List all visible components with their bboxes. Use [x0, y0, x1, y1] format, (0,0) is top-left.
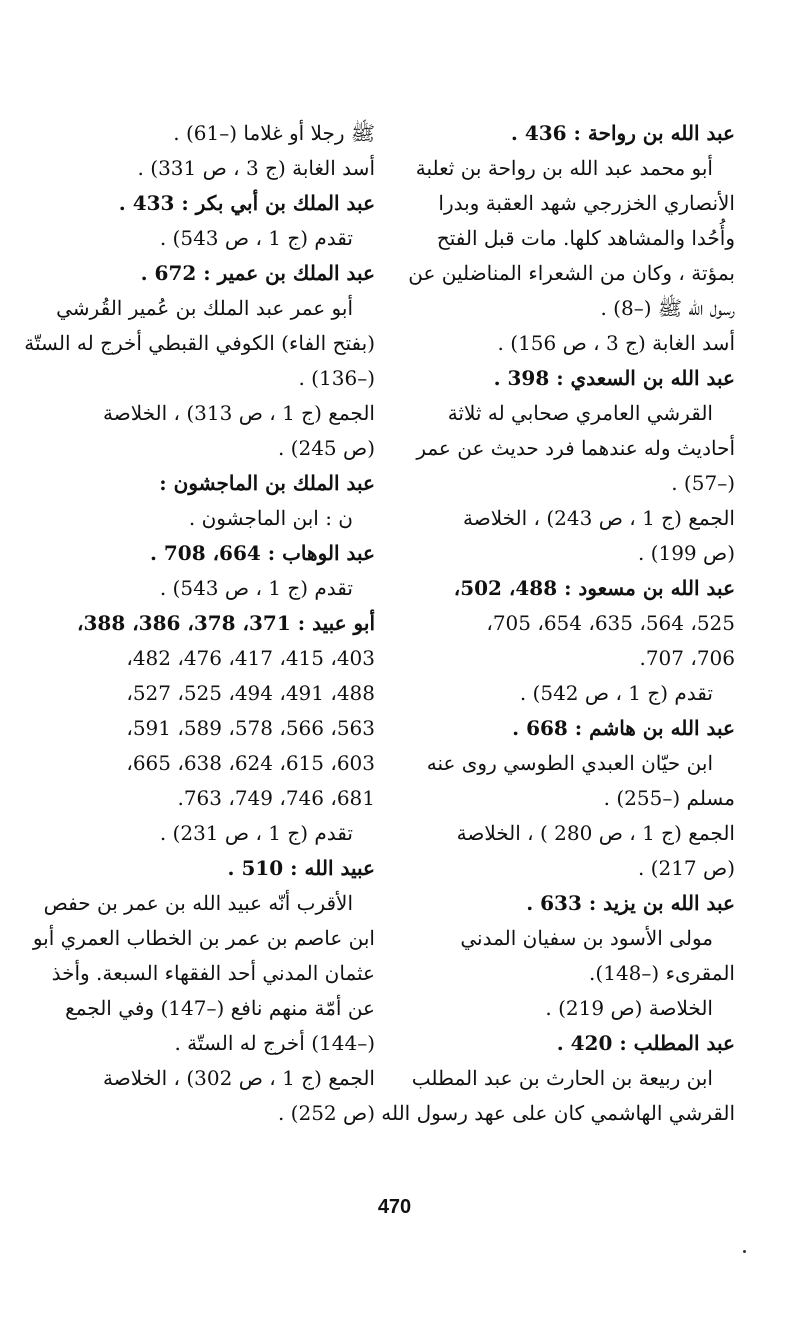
right-text-line: الخلاصة (ص 219) . [545, 996, 713, 1020]
scan-speck [743, 1250, 746, 1253]
right-text-line: أحاديث وله عندهما فرد حديث عن عمر [416, 436, 735, 460]
left-text-line: 488، 491، 494، 525، 527، [126, 681, 375, 705]
left-text-line: (ص 252) . [277, 1101, 375, 1125]
right-text-line: مسلم (–255) . [603, 786, 735, 810]
left-text-line: (–136) . [298, 366, 375, 390]
right-text-line: 525، 564، 635، 654، 705، [486, 611, 735, 635]
right-text-line: القرشي الهاشمي كان على عهد رسول الله [381, 1101, 735, 1125]
left-entry-heading: عبد الملك بن الماجشون : [159, 471, 375, 495]
right-text-line: أبو محمد عبد الله بن رواحة بن ثعلبة [415, 156, 713, 180]
right-entry-heading: عبد الله بن السعدي : 398 . [493, 366, 735, 390]
left-text-line: 603، 615، 624، 638، 665، [126, 751, 375, 775]
right-text-line: (ص 217) . [637, 856, 735, 880]
right-text-column [381, 116, 735, 1131]
right-entry-heading: عبد الله بن يزيد : 633 . [526, 891, 735, 915]
left-text-line: الجمع (ج 1 ، ص 302) ، الخلاصة [102, 1066, 375, 1090]
left-text-line: تقدم (ج 1 ، ص 543) . [159, 576, 353, 600]
left-text-line: ابن عاصم بن عمر بن الخطاب العمري أبو [32, 926, 375, 950]
right-text-line: المقرىء (–148). [589, 961, 735, 985]
left-text-line: تقدم (ج 1 ، ص 543) . [159, 226, 353, 250]
right-text-line: ابن ربيعة بن الحارث بن عبد المطلب [411, 1066, 713, 1090]
right-entry-heading: عبد المطلب : 420 . [556, 1031, 735, 1055]
left-text-line: أسد الغابة (ج 3 ، ص 331) . [137, 156, 375, 180]
right-text-line: ابن حيّان العبدي الطوسي روى عنه [426, 751, 713, 775]
right-text-line: الجمع (ج 1 ، ص 280 ) ، الخلاصة [456, 821, 735, 845]
left-text-line: تقدم (ج 1 ، ص 231) . [159, 821, 353, 845]
right-text-line: (–57) . [671, 471, 735, 495]
left-entry-heading: عبيد الله : 510 . [227, 856, 375, 880]
right-text-line: القرشي العامري صحابي له ثلاثة [447, 401, 713, 425]
right-text-line: أسد الغابة (ج 3 ، ص 156) . [497, 331, 735, 355]
left-text-line: (ص 245) . [277, 436, 375, 460]
left-text-line: ﷺ رجلا أو غلاما (–61) . [173, 121, 375, 145]
left-text-line: ن : ابن الماجشون . [188, 506, 353, 530]
left-text-line: (–144) أخرج له الستّة . [174, 1031, 375, 1055]
left-text-line: 681، 746، 749، 763. [177, 786, 375, 810]
right-text-line: رسول الله ﷺ (–8) . [600, 296, 735, 320]
left-text-line: 563، 566، 578، 589، 591، [126, 716, 375, 740]
right-text-line: تقدم (ج 1 ، ص 542) . [519, 681, 713, 705]
left-text-column [24, 116, 375, 1131]
left-text-line: الأقرب أنّه عبيد الله بن عمر بن حفص [43, 891, 353, 915]
right-entry-heading: عبد الله بن مسعود : 488، 502، [453, 576, 735, 600]
right-entry-heading: عبد الله بن رواحة : 436 . [510, 121, 735, 145]
page-number: 470 [377, 1196, 412, 1218]
right-text-line: مولى الأسود بن سفيان المدني [460, 926, 713, 950]
left-entry-heading: أبو عبيد : 371، 378، 386، 388، [77, 611, 375, 635]
right-text-line: (ص 199) . [637, 541, 735, 565]
right-text-line: وأُحُدا والمشاهد كلها. مات قبل الفتح [436, 226, 735, 250]
left-text-line: 403، 415، 417، 476، 482، [126, 646, 375, 670]
left-entry-heading: عبد الملك بن أبي بكر : 433 . [118, 191, 375, 215]
left-text-line: أبو عمر عبد الملك بن عُمير القُرشي [56, 296, 353, 320]
left-text-line: الجمع (ج 1 ، ص 313) ، الخلاصة [102, 401, 375, 425]
right-entry-heading: عبد الله بن هاشم : 668 . [512, 716, 735, 740]
left-entry-heading: عبد الوهاب : 664، 708 . [149, 541, 375, 565]
right-text-line: الجمع (ج 1 ، ص 243) ، الخلاصة [462, 506, 735, 530]
right-text-line: الأنصاري الخزرجي شهد العقبة وبدرا [438, 191, 735, 215]
left-text-line: عن أمّة منهم نافع (–147) وفي الجمع [65, 996, 375, 1020]
left-entry-heading: عبد الملك بن عمير : 672 . [140, 261, 375, 285]
left-text-line: عثمان المدني أحد الفقهاء السبعة. وأخذ [51, 961, 375, 985]
right-text-line: 706، 707. [639, 646, 735, 670]
left-text-line: (بفتح الفاء) الكوفي القبطي أخرج له الستّة [24, 331, 375, 355]
right-text-line: بمؤتة ، وكان من الشعراء المناضلين عن [408, 261, 735, 285]
